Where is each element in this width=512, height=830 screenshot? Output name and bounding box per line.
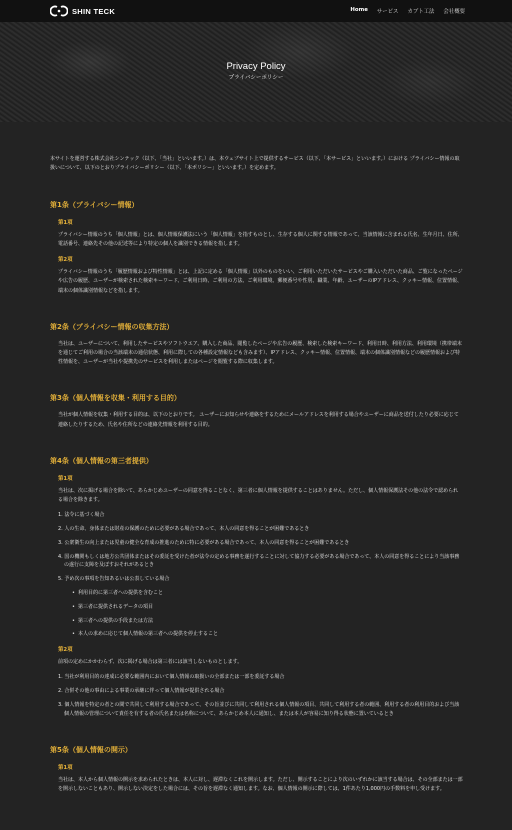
paragraph-text: プライバシー情報のうち「履歴情報および特性情報」とは、上記に定める「個人情報」以外のものをいい、ご利用いただいたサービスやご購入いただいた商品、ご覧になったページや広告の履歴、ユーザーが検索された検索キーワード、ご利用日時、ご利用の方法、ご利用環境、郵便番号や性別、職業、年齢、ユーザーのIPアドレス、クッキー情報、位置情報、端末の個体識別情報などを指します。	[58, 269, 463, 294]
list-item: 2. 人の生命、身体または財産の保護のために必要がある場合であって、本人の同意を得ることが困難であるとき	[58, 526, 310, 533]
article-5	[50, 745, 463, 794]
article-title: 第1条（プライバシー情報）	[50, 200, 139, 209]
policy-content	[50, 155, 463, 794]
article-title: 第4条（個人情報の第三者提供）	[50, 456, 153, 465]
article-1	[50, 200, 463, 296]
paragraph-title: 第2項	[58, 647, 73, 654]
article-title: 第2条（プライバシー情報の収集方法）	[50, 322, 174, 331]
paragraph-text: 当社が個人情報を収集・利用する目的は、以下のとおりです。 ユーザーにお知らせや連絡をするためにメールアドレスを利用する場合やユーザーに商品を送付したり必要に応じて連絡したりするため、氏名や住所などの連絡先情報を利用する目的。	[58, 412, 459, 428]
article-2	[50, 322, 463, 368]
notice-items-list	[72, 589, 463, 639]
article-title: 第5条（個人情報の開示）	[50, 745, 132, 754]
article-title: 第3条（個人情報を収集・利用する目的）	[50, 394, 181, 403]
paragraph-text: 当社は、次に掲げる場合を除いて、あらかじめユーザーの同意を得ることなく、第三者に個人情報を提供することはありません。ただし、個人情報保護法その他の法令で認められる場合を除きます。	[58, 487, 459, 504]
list-item: 1. 当社が利用目的の達成に必要な範囲内において個人情報の取扱いの全部または一部を委託する場合	[58, 674, 285, 681]
logo-icon	[50, 5, 68, 17]
nav-company[interactable]: 会社概要	[443, 9, 465, 15]
paragraph-title: 第1項	[58, 219, 73, 226]
paragraph-text: 当社は、本人から個人情報の開示を求められたときは、本人に対し、遅滞なくこれを開示します。ただし、開示することにより次のいずれかに該当する場合は、その全部または一部を開示しないこともあり、開示しない決定をした場合には、その旨を遅滞なく通知します。なお、個人情報の開示に際しては、1件あたり1,000円の手数料を申し受けます。	[58, 776, 463, 792]
paragraph-text: 前項の定めにかかわらず、次に掲げる場合は第三者には該当しないものとします。	[58, 659, 243, 666]
list-item: 5. 予め次の事項を告知あるいは公表している場合	[58, 576, 170, 583]
list-item: • 本人の求めに応じて個人情報の第三者への提供を停止すること	[72, 630, 463, 639]
list-item: 3. 個人情報を特定の者との間で共同して利用する場合であって、その旨並びに共同して利用される個人情報の項目、共同して利用する者の範囲、利用する者の利用目的および当該個人情報の管理について責任を有する者の氏名または名称について、あらかじめ本人に通知し、または本人が容易に知り得る状態に置いているとき	[58, 702, 460, 717]
article-4	[50, 456, 463, 719]
article-3	[50, 393, 463, 429]
paragraph-text: プライバシー情報のうち「個人情報」とは、個人情報保護法にいう「個人情報」を指すものとし、生存する個人に関する情報であって、当該情報に含まれる氏名、生年月日、住所、電話番号、連絡先その他の記述等により特定の個人を識別できる情報を指します。	[58, 231, 463, 248]
list-item: • 第三者に提供されるデータの項目	[72, 603, 463, 612]
list-item: 1. 法令に基づく場合	[58, 512, 105, 519]
list-item: 3. 公衆衛生の向上または児童の健全な育成の推進のために特に必要がある場合であって、本人の同意を得ることが困難であるとき	[58, 539, 350, 546]
intro-text: 本サイトを運営する株式会社シンテック（以下、「当社」といいます。）は、本ウェブサイト上で提供するサービス（以下、「本サービス」といいます。）における プライバシー情報の取扱いについて、以下のとおりプライバシーポリシー（以下、「本ポリシー」といいます。）を定めます。	[50, 156, 460, 172]
page-subtitle: プライバシーポリシー	[228, 75, 284, 81]
non-third-party-list	[58, 673, 463, 718]
page-title: Privacy Policy	[226, 61, 286, 72]
nav-kabuto-method[interactable]: カブト工法	[407, 9, 435, 15]
logo[interactable]	[50, 5, 115, 17]
nav-service[interactable]: サービス	[376, 9, 399, 15]
paragraph-title: 第1項	[58, 475, 73, 482]
logo-text: SHIN TECK	[72, 6, 116, 16]
list-item: 4. 国の機関もしくは地方公共団体またはその委託を受けた者が法令の定める事務を遂行することに対して協力する必要がある場合であって、本人の同意を得ることにより当該事務の遂行に支障を及ぼすおそれがあるとき	[58, 553, 460, 569]
paragraph-title: 第2項	[58, 257, 73, 264]
nav-home[interactable]: Home	[350, 7, 368, 13]
list-item: • 利用目的に第三者への提供を含むこと	[72, 589, 463, 598]
site-header	[0, 0, 512, 22]
paragraph-text: 当社は、ユーザーについて、利用したサービスやソフトウエア、購入した商品、閲覧したページや広告の履歴、検索した検索キーワード、利用日時、利用方法、利用環境（携帯端末を通じてご利用の場合の当該端末の通信状態、利用に際しての各種設定情報なども含みます）、IPアドレス、クッキー情報、位置情報、端末の個体識別情報などの履歴情報および特性情報を、ユーザーが当社や提携先のサービスを利用しまたはページを閲覧する際に収集します。	[58, 340, 462, 366]
list-item: 2. 合併その他の事由による事業の承継に伴って個人情報が提供される場合	[58, 688, 225, 695]
exception-list	[58, 511, 463, 584]
paragraph-title: 第1項	[58, 764, 73, 771]
hero-banner	[0, 22, 512, 122]
main-nav	[350, 7, 465, 15]
list-item: • 第三者への提供の手段または方法	[72, 617, 463, 626]
